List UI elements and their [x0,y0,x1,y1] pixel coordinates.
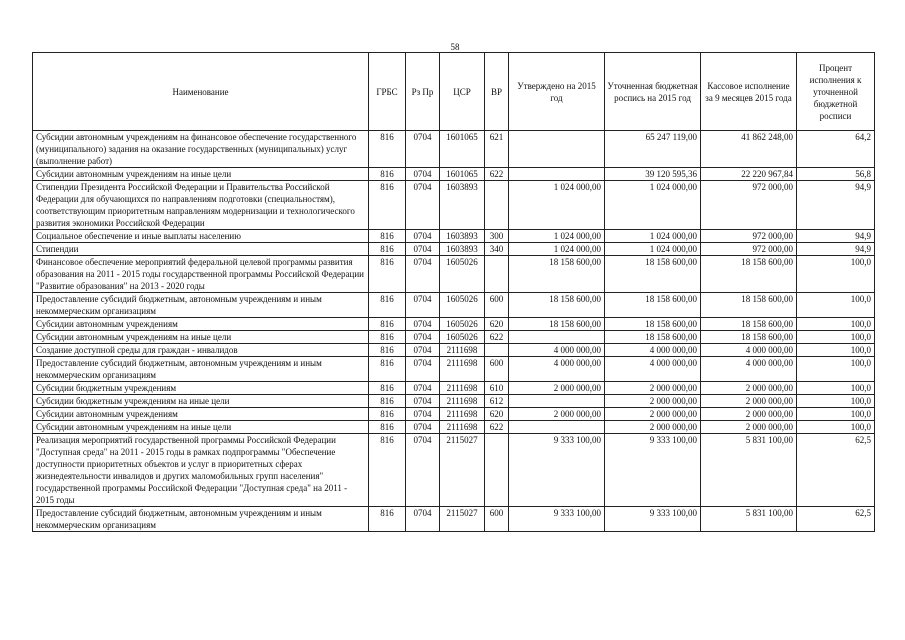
table-row [33,395,875,408]
row-specified: 4 000 000,00 [605,357,701,382]
row-rzpr: 0704 [406,421,440,434]
row-grbs: 816 [369,408,406,421]
row-approved: 9 333 100,00 [509,434,605,507]
row-percent: 94,9 [797,230,875,243]
row-approved: 4 000 000,00 [509,357,605,382]
row-specified: 65 247 119,00 [605,131,701,168]
row-csr: 1601065 [440,131,485,168]
row-specified: 2 000 000,00 [605,421,701,434]
row-approved [509,421,605,434]
row-grbs: 816 [369,243,406,256]
row-csr: 2111698 [440,382,485,395]
row-name: Социальное обеспечение и иные выплаты населению [33,230,369,243]
row-approved: 1 024 000,00 [509,230,605,243]
row-percent: 100,0 [797,357,875,382]
row-approved: 18 158 600,00 [509,318,605,331]
row-specified: 4 000 000,00 [605,344,701,357]
row-name: Предоставление субсидий бюджетным, автономным учреждениям и иным некоммерческим организациям [33,507,369,532]
row-grbs: 816 [369,434,406,507]
row-name: Субсидии автономным учреждениям [33,318,369,331]
row-name: Субсидии автономным учреждениям на иные цели [33,331,369,344]
row-name: Субсидии автономным учреждениям на финансовое обеспечение государственного (муниципального) задания на оказание государственных (муниципальных) услуг (выполнение работ) [33,131,369,168]
table-row [33,357,875,382]
table-row [33,421,875,434]
row-cash: 972 000,00 [701,230,797,243]
row-name: Субсидии бюджетным учреждениям [33,382,369,395]
row-percent: 100,0 [797,421,875,434]
row-grbs: 816 [369,181,406,230]
row-csr: 1603893 [440,181,485,230]
row-vr: 622 [485,168,509,181]
row-vr: 600 [485,357,509,382]
row-name: Предоставление субсидий бюджетным, автономным учреждениям и иным некоммерческим организациям [33,357,369,382]
row-cash: 2 000 000,00 [701,421,797,434]
row-cash: 2 000 000,00 [701,395,797,408]
row-vr: 612 [485,395,509,408]
row-rzpr: 0704 [406,507,440,532]
row-vr [485,181,509,230]
row-csr: 1605026 [440,331,485,344]
row-grbs: 816 [369,395,406,408]
row-rzpr: 0704 [406,230,440,243]
header-percent: Процент исполнения к уточненной бюджетной росписи [797,53,875,131]
row-grbs: 816 [369,331,406,344]
row-rzpr: 0704 [406,318,440,331]
row-cash: 972 000,00 [701,181,797,230]
row-specified: 1 024 000,00 [605,230,701,243]
row-rzpr: 0704 [406,181,440,230]
table-row [33,256,875,293]
table-row [33,131,875,168]
row-name: Предоставление субсидий бюджетным, автономным учреждениям и иным некоммерческим организациям [33,293,369,318]
row-csr: 2111698 [440,408,485,421]
row-cash: 18 158 600,00 [701,293,797,318]
row-grbs: 816 [369,507,406,532]
header-csr: ЦСР [440,53,485,131]
row-name: Создание доступной среды для граждан - инвалидов [33,344,369,357]
row-percent: 56,8 [797,168,875,181]
row-approved: 18 158 600,00 [509,293,605,318]
row-csr: 1605026 [440,293,485,318]
row-rzpr: 0704 [406,395,440,408]
row-vr [485,344,509,357]
row-grbs: 816 [369,168,406,181]
row-percent: 100,0 [797,344,875,357]
row-name: Реализация мероприятий государственной программы Российской Федерации "Доступная среда" на 2011 - 2015 годы в рамках подпрограммы "Обеспечение доступности приоритетных объектов и услуг в приоритетных сферах жизнедеятельности инвалидов и других маломобильных групп населения" государственной программы Российской Федерации "Доступная среда" на 2011 - 2015 годы [33,434,369,507]
row-vr: 600 [485,507,509,532]
row-vr: 621 [485,131,509,168]
row-csr: 2115027 [440,434,485,507]
row-specified: 2 000 000,00 [605,408,701,421]
row-cash: 18 158 600,00 [701,256,797,293]
header-rzpr: Рз Пр [406,53,440,131]
row-grbs: 816 [369,293,406,318]
row-csr: 1603893 [440,243,485,256]
budget-table [32,52,875,532]
row-name: Стипендии Президента Российской Федерации и Правительства Российской Федерации для обучающихся по направлениям подготовки (специальностям), соответствующим приоритетным направлениям модернизации и технологического развития экономики Российской Федерации [33,181,369,230]
row-specified: 9 333 100,00 [605,507,701,532]
row-specified: 39 120 595,36 [605,168,701,181]
row-specified: 18 158 600,00 [605,256,701,293]
row-cash: 5 831 100,00 [701,434,797,507]
row-vr: 610 [485,382,509,395]
header-cash: Кассовое исполнение за 9 месяцев 2015 года [701,53,797,131]
row-vr: 300 [485,230,509,243]
row-percent: 64,2 [797,131,875,168]
table-row [33,408,875,421]
page-number: 58 [450,42,460,52]
row-percent: 94,9 [797,243,875,256]
row-percent: 100,0 [797,293,875,318]
row-approved: 1 024 000,00 [509,243,605,256]
row-specified: 18 158 600,00 [605,318,701,331]
header-grbs: ГРБС [369,53,406,131]
row-csr: 1603893 [440,230,485,243]
row-csr: 2111698 [440,421,485,434]
row-grbs: 816 [369,357,406,382]
row-vr [485,434,509,507]
table-row [33,243,875,256]
table-row [33,293,875,318]
row-vr: 622 [485,331,509,344]
row-grbs: 816 [369,344,406,357]
row-rzpr: 0704 [406,357,440,382]
row-percent: 100,0 [797,318,875,331]
row-name: Финансовое обеспечение мероприятий федеральной целевой программы развития образования на 2011 - 2015 годы государственной программы Российской Федерации "Развитие образования" на 2013 - 2020 годы [33,256,369,293]
row-specified: 18 158 600,00 [605,331,701,344]
row-csr: 1601065 [440,168,485,181]
row-percent: 62,5 [797,434,875,507]
header-approved: Утверждено на 2015 год [509,53,605,131]
row-rzpr: 0704 [406,408,440,421]
row-approved: 4 000 000,00 [509,344,605,357]
row-name: Субсидии автономным учреждениям на иные цели [33,168,369,181]
row-approved: 1 024 000,00 [509,181,605,230]
row-csr: 2111698 [440,344,485,357]
row-name: Субсидии автономным учреждениям [33,408,369,421]
row-rzpr: 0704 [406,434,440,507]
row-approved [509,331,605,344]
row-csr: 2115027 [440,507,485,532]
row-name: Субсидии бюджетным учреждениям на иные цели [33,395,369,408]
row-vr [485,256,509,293]
row-csr: 1605026 [440,256,485,293]
row-rzpr: 0704 [406,243,440,256]
row-approved: 2 000 000,00 [509,408,605,421]
row-csr: 2111698 [440,395,485,408]
row-specified: 2 000 000,00 [605,395,701,408]
row-approved [509,395,605,408]
table-row [33,344,875,357]
row-percent: 62,5 [797,507,875,532]
row-cash: 41 862 248,00 [701,131,797,168]
row-specified: 2 000 000,00 [605,382,701,395]
row-cash: 972 000,00 [701,243,797,256]
row-vr: 600 [485,293,509,318]
row-approved: 2 000 000,00 [509,382,605,395]
row-specified: 18 158 600,00 [605,293,701,318]
row-rzpr: 0704 [406,293,440,318]
row-vr: 340 [485,243,509,256]
row-csr: 2111698 [440,357,485,382]
table-row [33,382,875,395]
table-row [33,434,875,507]
row-cash: 5 831 100,00 [701,507,797,532]
row-cash: 4 000 000,00 [701,344,797,357]
row-percent: 100,0 [797,382,875,395]
row-rzpr: 0704 [406,168,440,181]
row-rzpr: 0704 [406,256,440,293]
row-approved [509,131,605,168]
row-name: Стипендии [33,243,369,256]
row-csr: 1605026 [440,318,485,331]
row-cash: 18 158 600,00 [701,318,797,331]
table-row [33,507,875,532]
row-specified: 1 024 000,00 [605,181,701,230]
row-grbs: 816 [369,256,406,293]
row-grbs: 816 [369,318,406,331]
row-specified: 1 024 000,00 [605,243,701,256]
row-cash: 22 220 967,84 [701,168,797,181]
table-row [33,230,875,243]
table-header-row [33,53,875,131]
row-approved: 9 333 100,00 [509,507,605,532]
row-rzpr: 0704 [406,331,440,344]
row-cash: 2 000 000,00 [701,408,797,421]
row-grbs: 816 [369,382,406,395]
row-grbs: 816 [369,230,406,243]
row-specified: 9 333 100,00 [605,434,701,507]
row-percent: 100,0 [797,408,875,421]
row-rzpr: 0704 [406,131,440,168]
row-vr: 622 [485,421,509,434]
row-name: Субсидии автономным учреждениям на иные цели [33,421,369,434]
row-cash: 4 000 000,00 [701,357,797,382]
row-approved [509,168,605,181]
table-row [33,331,875,344]
row-percent: 100,0 [797,256,875,293]
row-percent: 100,0 [797,331,875,344]
row-grbs: 816 [369,131,406,168]
row-percent: 100,0 [797,395,875,408]
table-row [33,181,875,230]
header-name: Наименование [33,53,369,131]
row-vr: 620 [485,318,509,331]
row-grbs: 816 [369,421,406,434]
row-cash: 18 158 600,00 [701,331,797,344]
row-rzpr: 0704 [406,382,440,395]
row-percent: 94,9 [797,181,875,230]
row-rzpr: 0704 [406,344,440,357]
row-cash: 2 000 000,00 [701,382,797,395]
table-row [33,168,875,181]
header-specified: Уточненная бюджетная роспись на 2015 год [605,53,701,131]
header-vr: ВР [485,53,509,131]
row-approved: 18 158 600,00 [509,256,605,293]
row-vr: 620 [485,408,509,421]
table-row [33,318,875,331]
